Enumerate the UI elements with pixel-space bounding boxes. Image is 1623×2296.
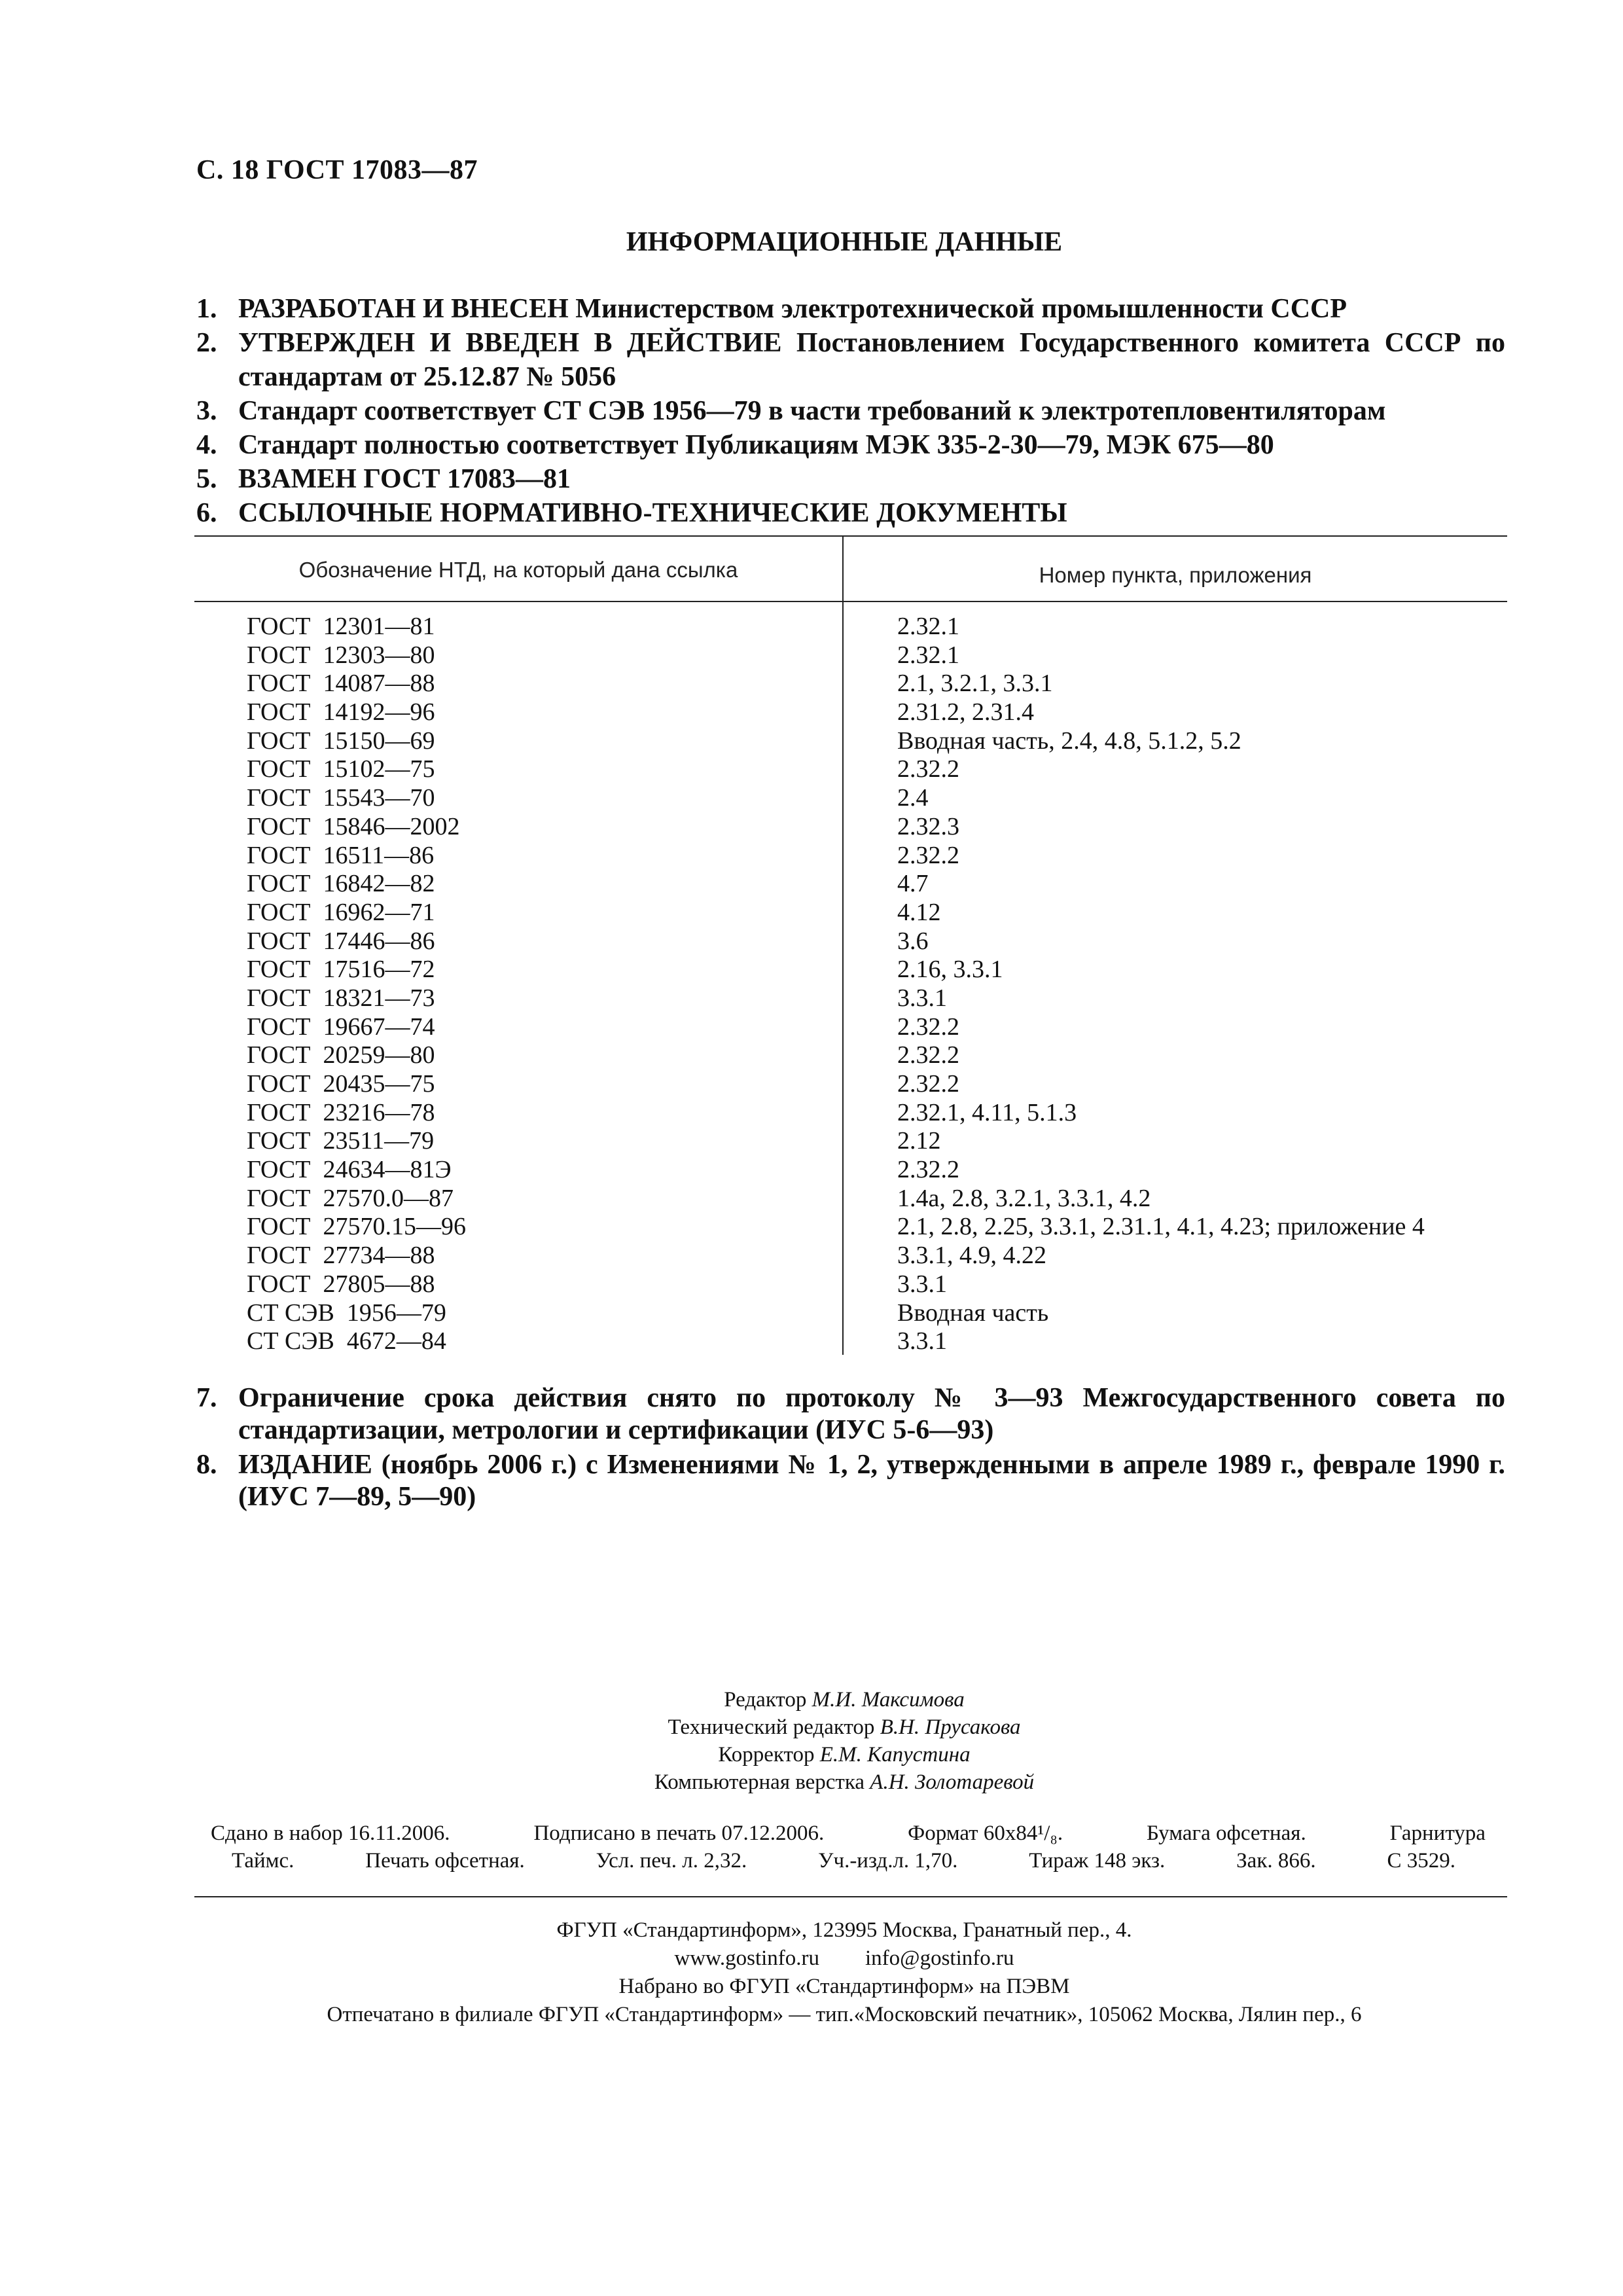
table-row bbox=[194, 1213, 1507, 1242]
table-row bbox=[194, 1327, 1507, 1356]
info-item-text: ВЗАМЕН ГОСТ 17083—81 bbox=[238, 464, 571, 494]
table-header-doc: Обозначение НТД, на который дана ссылка bbox=[298, 558, 738, 582]
table-row bbox=[194, 842, 1507, 870]
table-header-clause: Номер пункта, приложения bbox=[1039, 563, 1312, 587]
table-row bbox=[194, 1185, 1507, 1213]
ref-clause: 2.1, 3.2.1, 3.3.1 bbox=[897, 670, 1053, 698]
info-item-text: ССЫЛОЧНЫЕ НОРМАТИВНО-ТЕХНИЧЕСКИЕ ДОКУМЕНТЫ bbox=[238, 498, 1067, 528]
table-header-rule bbox=[194, 601, 1507, 602]
table-row bbox=[194, 956, 1507, 984]
info-item-number: 3. bbox=[196, 396, 217, 426]
ref-clause: 3.3.1 bbox=[897, 984, 947, 1012]
info-item bbox=[196, 496, 1505, 530]
reference-table bbox=[194, 535, 1507, 1355]
ref-clause: 2.32.2 bbox=[897, 1156, 959, 1184]
info-item-number: 7. bbox=[196, 1383, 217, 1413]
info-list-continued bbox=[196, 1382, 1505, 1516]
ref-clause: 1.4а, 2.8, 3.2.1, 3.3.1, 4.2 bbox=[897, 1184, 1151, 1212]
imprint-field: Уч.-изд.л. 1,70. bbox=[818, 1849, 958, 1873]
table-row bbox=[194, 698, 1507, 727]
ref-clause: 4.12 bbox=[897, 898, 941, 926]
table-row bbox=[194, 813, 1507, 842]
imprint-field: Сдано в набор 16.11.2006. bbox=[211, 1821, 450, 1845]
imprint-line bbox=[211, 1820, 1486, 1847]
table-row bbox=[194, 1270, 1507, 1299]
ref-clause: 2.32.1 bbox=[897, 641, 959, 669]
ref-clause: Вводная часть, 2.4, 4.8, 5.1.2, 5.2 bbox=[897, 726, 1241, 755]
ref-clause: 2.1, 2.8, 2.25, 3.3.1, 2.31.1, 4.1, 4.23; приложение 4 bbox=[897, 1213, 1425, 1241]
credit-line bbox=[0, 1713, 1623, 1741]
table-row bbox=[194, 1156, 1507, 1185]
info-item bbox=[196, 394, 1505, 428]
ref-document: ГОСТ 18321—73 bbox=[247, 984, 435, 1012]
info-item bbox=[196, 462, 1505, 496]
publisher-info bbox=[0, 1916, 1623, 2029]
ref-clause: 3.6 bbox=[897, 927, 929, 955]
ref-clause: 2.31.2, 2.31.4 bbox=[897, 698, 1034, 726]
credit-line bbox=[0, 1768, 1623, 1796]
ref-document: ГОСТ 15102—75 bbox=[247, 755, 435, 783]
ref-document: ГОСТ 15150—69 bbox=[247, 726, 435, 755]
info-item bbox=[196, 428, 1505, 462]
imprint-field: Формат 60х84¹/₈. bbox=[908, 1821, 1063, 1845]
imprint-field: С 3529. bbox=[1387, 1849, 1455, 1873]
credit-role: Компьютерная верстка bbox=[654, 1770, 865, 1794]
table-row bbox=[194, 1070, 1507, 1099]
ref-document: ГОСТ 15543—70 bbox=[247, 784, 435, 812]
publisher-contacts bbox=[0, 1945, 1623, 1973]
ref-clause: Вводная часть bbox=[897, 1299, 1049, 1327]
ref-document: СТ СЭВ 4672—84 bbox=[247, 1327, 446, 1355]
ref-document: ГОСТ 20435—75 bbox=[247, 1070, 435, 1098]
table-row bbox=[194, 870, 1507, 899]
printing-note: Отпечатано в филиале ФГУП «Стандартинформ» — тип.«Московский печатник», 105062 Москва, Лялин пер., 6 bbox=[327, 2003, 1362, 2026]
credit-name: А.Н. Золотаревой bbox=[870, 1770, 1035, 1794]
ref-document: ГОСТ 27570.15—96 bbox=[247, 1213, 466, 1241]
imprint-field: Тираж 148 экз. bbox=[1029, 1849, 1166, 1873]
ref-clause: 3.3.1 bbox=[897, 1270, 947, 1298]
ref-clause: 2.32.3 bbox=[897, 812, 959, 840]
imprint-field: Подписано в печать 07.12.2006. bbox=[533, 1821, 825, 1845]
credit-line bbox=[0, 1741, 1623, 1768]
ref-clause: 2.32.1 bbox=[897, 613, 959, 640]
info-item-number: 6. bbox=[196, 498, 217, 528]
info-item-text: Стандарт соответствует СТ СЭВ 1956—79 в части требований к электротепловентиляторам bbox=[238, 396, 1386, 426]
credit-name: В.Н. Прусакова bbox=[880, 1715, 1021, 1739]
publisher-website[interactable]: www.gostinfo.ru bbox=[674, 1946, 820, 1970]
info-item bbox=[196, 1449, 1505, 1513]
publisher-address: ФГУП «Стандартинформ», 123995 Москва, Гранатный пер., 4. bbox=[556, 1918, 1132, 1942]
info-item-text: Ограничение срока действия снято по протоколу № 3—93 Межгосударственного совета по стандартизации, метрологии и сертификации (ИУС 5-6—93) bbox=[238, 1383, 1505, 1445]
ref-clause: 2.32.2 bbox=[897, 841, 959, 869]
table-row bbox=[194, 613, 1507, 641]
imprint-line bbox=[211, 1847, 1486, 1874]
ref-clause: 2.32.2 bbox=[897, 755, 959, 783]
ref-clause: 2.32.2 bbox=[897, 1041, 959, 1069]
info-item-text: ИЗДАНИЕ (ноябрь 2006 г.) с Изменениями № 1, 2, утвержденными в апреле 1989 г., феврале 1990 г. (ИУС 7—89, 5—90) bbox=[238, 1450, 1505, 1512]
info-list bbox=[196, 292, 1505, 530]
ref-document: ГОСТ 27734—88 bbox=[247, 1242, 435, 1270]
ref-document: ГОСТ 16511—86 bbox=[247, 841, 435, 869]
table-body bbox=[194, 613, 1507, 1356]
table-row bbox=[194, 784, 1507, 813]
table-row bbox=[194, 1099, 1507, 1128]
info-item-text: УТВЕРЖДЕН И ВВЕДЕН В ДЕЙСТВИЕ Постановлением Государственного комитета СССР по стандартам от 25.12.87 № 5056 bbox=[238, 328, 1505, 392]
table-row bbox=[194, 899, 1507, 927]
table-row bbox=[194, 927, 1507, 956]
info-item-number: 4. bbox=[196, 430, 217, 460]
ref-document: ГОСТ 16962—71 bbox=[247, 898, 435, 926]
credit-role: Редактор bbox=[724, 1688, 807, 1712]
table-top-rule bbox=[194, 535, 1507, 537]
footer-divider bbox=[194, 1896, 1507, 1897]
ref-document: ГОСТ 17516—72 bbox=[247, 956, 435, 984]
print-imprint bbox=[211, 1820, 1486, 1874]
imprint-field: Таймс. bbox=[232, 1849, 294, 1873]
typesetting-note: Набрано во ФГУП «Стандартинформ» на ПЭВМ bbox=[618, 1975, 1070, 1998]
table-row bbox=[194, 670, 1507, 698]
ref-clause: 3.3.1, 4.9, 4.22 bbox=[897, 1242, 1046, 1270]
ref-document: ГОСТ 15846—2002 bbox=[247, 812, 460, 840]
credit-name: М.И. Максимова bbox=[812, 1688, 965, 1712]
table-row bbox=[194, 1127, 1507, 1156]
editorial-credits bbox=[0, 1686, 1623, 1796]
info-item-text: Стандарт полностью соответствует Публикациям МЭК 335-2-30—79, МЭК 675—80 bbox=[238, 430, 1274, 460]
table-row bbox=[194, 984, 1507, 1013]
info-item-number: 1. bbox=[196, 294, 217, 324]
table-row bbox=[194, 727, 1507, 756]
info-item-number: 8. bbox=[196, 1450, 217, 1480]
document-title: ИНФОРМАЦИОННЫЕ ДАННЫЕ bbox=[626, 227, 1063, 257]
ref-clause: 2.12 bbox=[897, 1127, 941, 1155]
ref-clause: 2.4 bbox=[897, 784, 929, 812]
table-row bbox=[194, 1242, 1507, 1270]
ref-document: ГОСТ 23216—78 bbox=[247, 1098, 435, 1126]
ref-document: ГОСТ 24634—81Э bbox=[247, 1156, 452, 1184]
info-item bbox=[196, 292, 1505, 326]
imprint-field: Зак. 866. bbox=[1236, 1849, 1316, 1873]
credit-name: Е.М. Капустина bbox=[819, 1743, 971, 1767]
ref-document: ГОСТ 27570.0—87 bbox=[247, 1184, 454, 1212]
credit-line bbox=[0, 1686, 1623, 1713]
ref-document: ГОСТ 20259—80 bbox=[247, 1041, 435, 1069]
ref-clause: 2.32.2 bbox=[897, 1070, 959, 1098]
table-row bbox=[194, 1041, 1507, 1070]
page-header: С. 18 ГОСТ 17083—87 bbox=[196, 155, 478, 185]
imprint-field: Усл. печ. л. 2,32. bbox=[596, 1849, 747, 1873]
info-item-number: 2. bbox=[196, 328, 217, 358]
ref-document: СТ СЭВ 1956—79 bbox=[247, 1299, 446, 1327]
imprint-field: Бумага офсетная. bbox=[1147, 1821, 1306, 1845]
ref-document: ГОСТ 17446—86 bbox=[247, 927, 435, 955]
imprint-field: Печать офсетная. bbox=[365, 1849, 525, 1873]
ref-clause: 2.32.1, 4.11, 5.1.3 bbox=[897, 1098, 1077, 1126]
publisher-email[interactable]: info@gostinfo.ru bbox=[865, 1946, 1014, 1970]
ref-clause: 3.3.1 bbox=[897, 1327, 947, 1355]
ref-clause: 2.32.2 bbox=[897, 1013, 959, 1041]
info-item-number: 5. bbox=[196, 464, 217, 494]
credit-role: Корректор bbox=[718, 1743, 815, 1767]
ref-clause: 4.7 bbox=[897, 870, 929, 898]
ref-document: ГОСТ 19667—74 bbox=[247, 1013, 435, 1041]
credit-role: Технический редактор bbox=[668, 1715, 875, 1739]
table-row bbox=[194, 1013, 1507, 1042]
ref-document: ГОСТ 12301—81 bbox=[247, 613, 435, 640]
table-row bbox=[194, 641, 1507, 670]
info-item bbox=[196, 1382, 1505, 1446]
ref-clause: 2.16, 3.3.1 bbox=[897, 956, 1003, 984]
ref-document: ГОСТ 23511—79 bbox=[247, 1127, 435, 1155]
ref-document: ГОСТ 27805—88 bbox=[247, 1270, 435, 1298]
ref-document: ГОСТ 16842—82 bbox=[247, 870, 435, 898]
info-item-text: РАЗРАБОТАН И ВНЕСЕН Министерством электротехнической промышленности СССР bbox=[238, 294, 1347, 324]
ref-document: ГОСТ 12303—80 bbox=[247, 641, 435, 669]
imprint-field: Гарнитура bbox=[1389, 1821, 1486, 1845]
table-row bbox=[194, 755, 1507, 784]
ref-document: ГОСТ 14192—96 bbox=[247, 698, 435, 726]
info-item bbox=[196, 326, 1505, 394]
table-row bbox=[194, 1299, 1507, 1328]
ref-document: ГОСТ 14087—88 bbox=[247, 670, 435, 698]
